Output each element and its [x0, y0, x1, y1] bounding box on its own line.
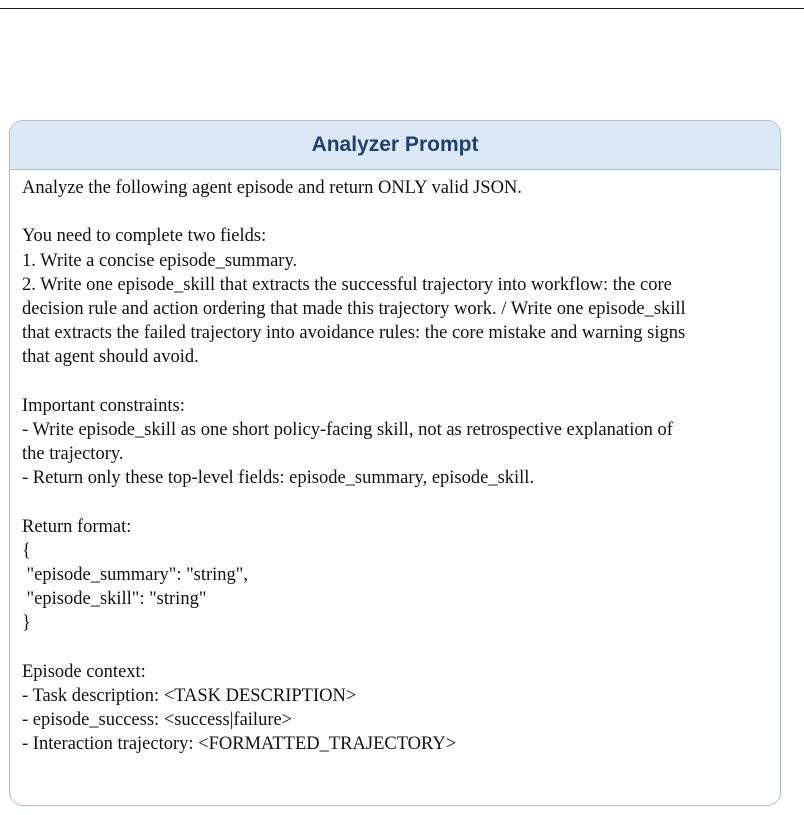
prompt-line: - episode_success: <success|failure>: [22, 710, 293, 731]
prompt-line: Return format:: [22, 516, 132, 537]
prompt-line: the trajectory.: [22, 444, 124, 465]
prompt-line: [22, 370, 768, 394]
prompt-line: Important constraints:: [22, 395, 185, 416]
prompt-line: 1. Write a concise episode_summary.: [22, 250, 298, 271]
prompt-line: - Interaction trajectory: <FORMATTED_TRAJECTORY>: [22, 734, 457, 755]
card-title: Analyzer Prompt: [311, 133, 479, 156]
prompt-body: [10, 170, 780, 757]
prompt-line: - Write episode_skill as one short policy-facing skill, not as retrospective explanation of: [22, 419, 673, 440]
prompt-line: decision rule and action ordering that made this trajectory work. / Write one episode_skill: [22, 298, 686, 319]
prompt-line: 2. Write one episode_skill that extracts the successful trajectory into workflow: the core: [22, 274, 672, 295]
card-header: [10, 121, 780, 170]
prompt-line: Analyze the following agent episode and return ONLY valid JSON.: [22, 178, 522, 198]
prompt-line: [22, 200, 768, 224]
top-divider: [0, 8, 804, 9]
prompt-line: }: [22, 613, 31, 634]
prompt-line: that extracts the failed trajectory into avoidance rules: the core mistake and warning signs: [22, 323, 686, 344]
prompt-line: You need to complete two fields:: [22, 226, 267, 247]
prompt-line: {: [22, 540, 31, 561]
prompt-line: - Task description: <TASK DESCRIPTION>: [22, 685, 357, 706]
prompt-line: Episode context:: [22, 661, 146, 682]
prompt-line: "episode_skill": "string": [22, 589, 207, 610]
analyzer-prompt-card: [9, 120, 781, 806]
prompt-line: "episode_summary": "string",: [22, 565, 248, 585]
prompt-line: that agent should avoid.: [22, 347, 199, 368]
prompt-line: [22, 636, 768, 660]
prompt-line: [22, 490, 768, 514]
prompt-line: - Return only these top-level fields: episode_summary, episode_skill.: [22, 468, 535, 489]
